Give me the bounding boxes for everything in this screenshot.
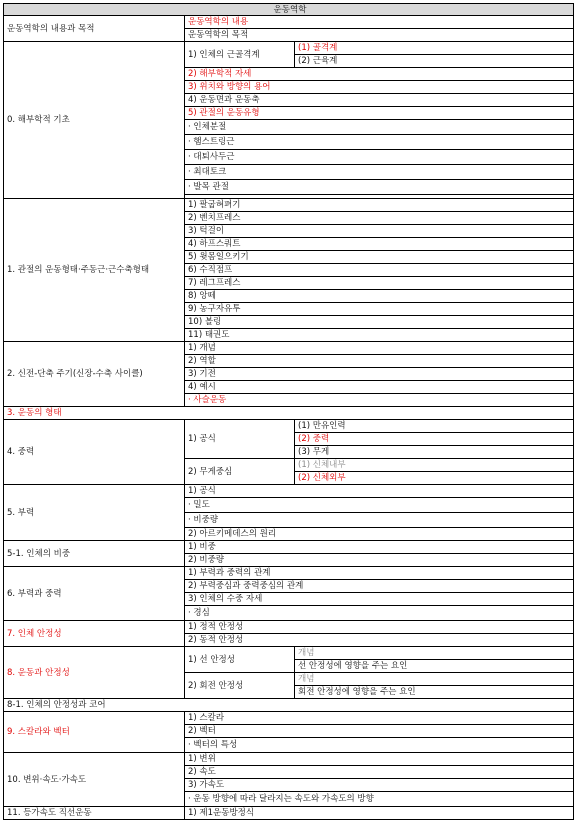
outline-table (3, 3, 574, 820)
outline-subitem: (3) 무게 (295, 446, 574, 459)
outline-item: 11) 태권도 (185, 329, 574, 342)
outline-item: 1) 공식 (185, 485, 574, 498)
document-page (3, 3, 573, 820)
outline-bullet: · 벡터의 특성 (185, 738, 574, 753)
outline-item: 5) 관절의 운동유형 (185, 107, 574, 120)
outline-item: 1) 선 안정성 (185, 647, 295, 673)
outline-item: 1) 변위 (185, 753, 574, 766)
outline-item: 3) 턱걸이 (185, 225, 574, 238)
outline-item: 10) 볼링 (185, 316, 574, 329)
outline-subitem: (1) 신체내부 (295, 459, 574, 472)
outline-bullet: · 사슬운동 (185, 394, 574, 407)
outline-item: 3) 위치와 방향의 용어 (185, 81, 574, 94)
doc-title: 운동역학 (4, 4, 574, 16)
outline-subitem: (1) 골격계 (295, 42, 574, 55)
outline-item: 3) 기전 (185, 368, 574, 381)
outline-bullet: · 밀도 (185, 498, 574, 513)
outline-item: 2) 부력중심과 중력중심의 관계 (185, 580, 574, 593)
outline-item: 1) 비중 (185, 541, 574, 554)
outline-bullet: · 경심 (185, 606, 574, 621)
outline-item: 1) 인체의 근골격계 (185, 42, 295, 68)
outline-item: 1) 공식 (185, 420, 295, 459)
section-title-intro: 운동역학의 내용과 목적 (4, 16, 185, 42)
outline-bullet: · 비중량 (185, 513, 574, 528)
outline-item: 2) 역할 (185, 355, 574, 368)
outline-item: 2) 아르키메데스의 원리 (185, 528, 574, 541)
outline-item: 9) 농구자유투 (185, 303, 574, 316)
outline-item: 5) 윗몸일으키기 (185, 251, 574, 264)
outline-subitem: 선 안정성에 영향을 주는 요인 (295, 660, 574, 673)
outline-item: 3) 가속도 (185, 779, 574, 792)
outline-item: 2) 동적 안정성 (185, 634, 574, 647)
outline-item: 8) 앙떼 (185, 290, 574, 303)
outline-item: 7) 레그프레스 (185, 277, 574, 290)
section-title-0: 0. 해부학적 기초 (4, 42, 185, 199)
outline-bullet: · 햄스트링근 (185, 135, 574, 150)
section-title-8-1: 8-1. 인체의 안정성과 코어 (4, 699, 574, 712)
outline-bullet: · 운동 방향에 따라 달라지는 속도와 가속도의 방향 (185, 792, 574, 807)
outline-subitem: (1) 만유인력 (295, 420, 574, 433)
outline-subitem: (2) 중력 (295, 433, 574, 446)
outline-item: 2) 해부학적 자세 (185, 68, 574, 81)
section-title-4: 4. 중력 (4, 420, 185, 485)
section-title-6: 6. 부력과 중력 (4, 567, 185, 621)
outline-item: 2) 무게중심 (185, 459, 295, 485)
outline-item: 운동역학의 내용 (185, 16, 574, 29)
outline-item: 2) 회전 안정성 (185, 673, 295, 699)
section-title-7: 7. 인체 안정성 (4, 621, 185, 647)
outline-item: 1) 개념 (185, 342, 574, 355)
outline-item: 2) 속도 (185, 766, 574, 779)
outline-subitem: (2) 근육계 (295, 55, 574, 68)
outline-bullet: · 인체분절 (185, 120, 574, 135)
outline-item: 4) 예시 (185, 381, 574, 394)
section-title-5-1: 5-1. 인체의 비중 (4, 541, 185, 567)
outline-item: 1) 스칼라 (185, 712, 574, 725)
outline-item: 운동역학의 목적 (185, 29, 574, 42)
outline-item: 2) 벤치프레스 (185, 212, 574, 225)
section-title-2: 2. 신전-단축 주기(신장-수축 사이클) (4, 342, 185, 407)
outline-item: 1) 정적 안정성 (185, 621, 574, 634)
outline-item: 1) 제1운동방정식 (185, 807, 574, 820)
outline-subitem: (2) 신체외부 (295, 472, 574, 485)
section-title-5: 5. 부력 (4, 485, 185, 541)
outline-bullet: · 발목 관절 (185, 180, 574, 195)
section-title-9: 9. 스칼라와 벡터 (4, 712, 185, 753)
outline-item: 4) 하프스쿼트 (185, 238, 574, 251)
outline-item: 2) 비중량 (185, 554, 574, 567)
section-title-11: 11. 등가속도 직선운동 (4, 807, 185, 820)
outline-subitem: 회전 안정성에 영향을 주는 요인 (295, 686, 574, 699)
outline-subitem: 개념 (295, 647, 574, 660)
outline-subitem: 개념 (295, 673, 574, 686)
outline-bullet: · 대퇴사두근 (185, 150, 574, 165)
outline-item: 1) 부력과 중력의 관계 (185, 567, 574, 580)
section-title-10: 10. 변위·속도·가속도 (4, 753, 185, 807)
outline-item: 2) 벡터 (185, 725, 574, 738)
outline-item: 3) 인체의 수중 자세 (185, 593, 574, 606)
outline-item: 1) 팔굽혀펴기 (185, 199, 574, 212)
outline-item: 4) 운동면과 운동축 (185, 94, 574, 107)
section-title-8: 8. 운동과 안정성 (4, 647, 185, 699)
outline-bullet: · 최대토크 (185, 165, 574, 180)
section-title-3: 3. 운동의 형태 (4, 407, 574, 420)
section-title-1: 1. 관절의 운동형태·주동근·근수축형태 (4, 199, 185, 342)
outline-item: 6) 수직점프 (185, 264, 574, 277)
